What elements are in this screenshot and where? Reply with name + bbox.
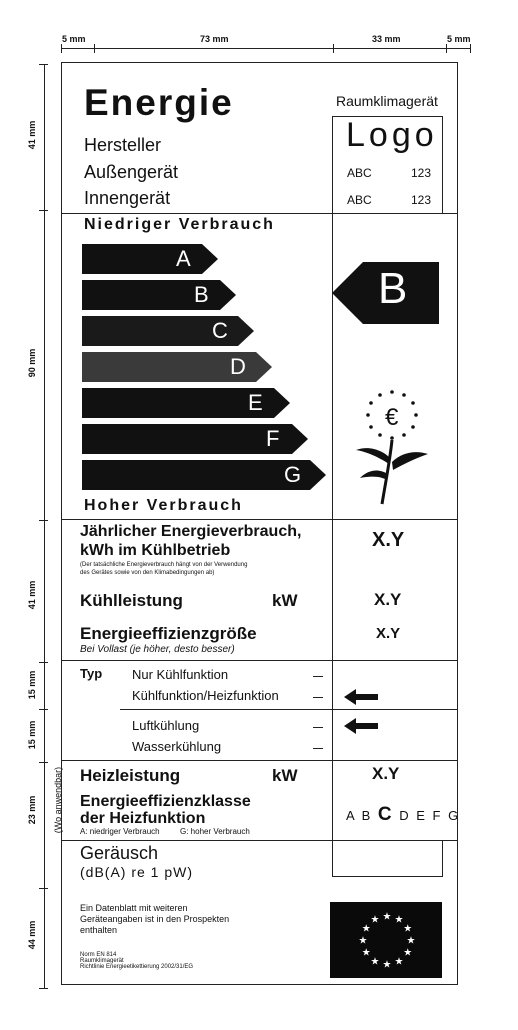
cooling-unit: kW [272,591,298,610]
innengeraet-label: Innengerät [84,188,171,208]
scale-bar-c [82,316,254,346]
eu-star: ★ [403,947,413,959]
divider-heat [61,840,458,841]
scale-bar-e [82,388,290,418]
eu-flower-icon [352,388,432,511]
heat-class-legend-a: A: niedriger Verbrauch [80,827,160,836]
typ-label: Typ [80,666,103,681]
footer-norm-2: Raumklimagerät [80,958,124,964]
annual-title-1: Jährlicher Energieverbrauch, [80,523,302,540]
divider-scale [61,519,458,520]
eu-star: ★ [370,956,380,968]
heating-value: X.Y [372,764,400,783]
dim-left-4: 15 mm [27,670,37,700]
efficiency-label: Energieeffizienzgröße [80,624,257,643]
heat-class-scale-prefix: A B [346,808,373,823]
dim-top-4: 5 mm [447,34,471,44]
eu-star: ★ [406,935,416,947]
scale-bar-a [82,244,218,274]
device-type: Raumklimagerät [336,93,438,109]
typ-option-kuehl-heiz: Kühlfunktion/Heizfunktion [132,688,279,703]
hersteller-label: Hersteller [84,135,162,155]
divider-typ [120,709,458,710]
efficiency-value: X.Y [376,625,401,642]
heating-label: Heizleistung [80,766,181,785]
dim-left-7: 44 mm [27,920,37,950]
dim-top-3: 33 mm [372,34,401,44]
typ-dash-3 [313,727,323,728]
scale-bar-g [82,460,326,490]
annual-note-2: des Gerätes sowie von den Klimabedingungen ab) [80,570,215,576]
innen-number: 123 [411,193,432,207]
footer-norm-1: Norm EN 814 [80,952,117,958]
divider-header [61,213,458,214]
logo-placeholder: Logo [346,116,438,154]
dim-left-6: 23 mm [27,795,37,825]
scale-bar-letter: F [266,426,280,451]
noise-unit: (dB(A) re 1 pW) [80,864,194,880]
dim-left-1: 41 mm [27,120,37,150]
dim-note: (Wo anwendbar) [53,766,63,834]
aussengeraet-label: Außengerät [84,162,179,182]
annual-value: X.Y [372,529,405,551]
scale-bar-b [82,280,236,310]
typ-dash-1 [313,676,323,677]
innen-model: ABC [347,193,372,207]
heat-class-title-2: der Heizfunktion [80,810,206,827]
dim-left-3: 41 mm [27,580,37,610]
cooling-value: X.Y [374,590,402,609]
svg-text:€: € [385,404,399,431]
arrow-left-icon [344,688,378,711]
scale-bar-d [82,352,272,382]
scale-bar-letter: G [284,462,302,487]
scale-bar-letter: C [212,318,228,343]
scale-bar-letter: D [230,354,246,379]
footer-info-1: Ein Datenblatt mit weiteren [80,903,188,913]
footer-info-2: Geräteangaben ist in den Prospekten [80,914,230,924]
divider-typ-end [61,760,458,761]
typ-option-wasser: Wasserkühlung [132,739,222,754]
eu-flag-icon [330,902,442,978]
typ-option-nur-kuehl: Nur Kühlfunktion [132,667,229,682]
footer-norm-3: Richtlinie Energieetikettierung 2002/31/EG [80,964,194,970]
arrow-left-icon [344,717,378,740]
aussen-number: 123 [411,166,432,180]
eu-star: ★ [361,923,371,935]
eu-star: ★ [361,947,371,959]
heat-class-scale [346,804,460,826]
footer-info-3: enthalten [80,925,118,935]
eu-star: ★ [403,923,413,935]
typ-option-luft: Luftkühlung [132,718,200,733]
dim-top-2: 73 mm [200,34,229,44]
heat-class-title-1: Energieeffizienzklasse [80,793,251,810]
dim-left-2: 90 mm [27,348,37,378]
noise-title: Geräusch [80,843,159,863]
rating-letter: B [378,264,408,313]
efficiency-sub: Bei Vollast (je höher, desto besser) [80,644,235,655]
heating-unit: kW [272,766,298,785]
scale-bar-f [82,424,308,454]
eu-star: ★ [382,959,392,971]
scale-bar-letter: A [176,246,191,271]
eu-star: ★ [394,914,404,926]
logo-box-right [442,116,443,214]
heat-class-legend-g: G: hoher Verbrauch [180,827,250,836]
noise-box-bottom [332,876,443,877]
heat-class-scale-suffix: D E F G [399,808,461,823]
noise-box-right [442,840,443,877]
eu-star: ★ [394,956,404,968]
heat-class-selected: C [377,804,394,825]
eu-star: ★ [358,935,368,947]
annual-note-1: (Der tatsächliche Energieverbrauch hängt von der Verwendung [80,562,248,568]
typ-dash-2 [313,697,323,698]
low-consumption-label: Niedriger Verbrauch [84,216,275,233]
high-consumption-label: Hoher Verbrauch [84,497,243,514]
rating-arrow [332,262,439,329]
label-title: Energie [84,82,234,123]
divider-efficiency [61,660,458,661]
scale-bar-letter: B [194,282,209,307]
right-column-divider [332,116,333,877]
eu-star: ★ [382,911,392,923]
aussen-model: ABC [347,166,372,180]
cooling-label: Kühlleistung [80,591,183,610]
dim-left-5: 15 mm [27,720,37,750]
eu-star: ★ [370,914,380,926]
dim-top-1: 5 mm [62,34,86,44]
scale-bar-letter: E [248,390,263,415]
typ-dash-4 [313,748,323,749]
annual-title-2: kWh im Kühlbetrieb [80,542,231,559]
